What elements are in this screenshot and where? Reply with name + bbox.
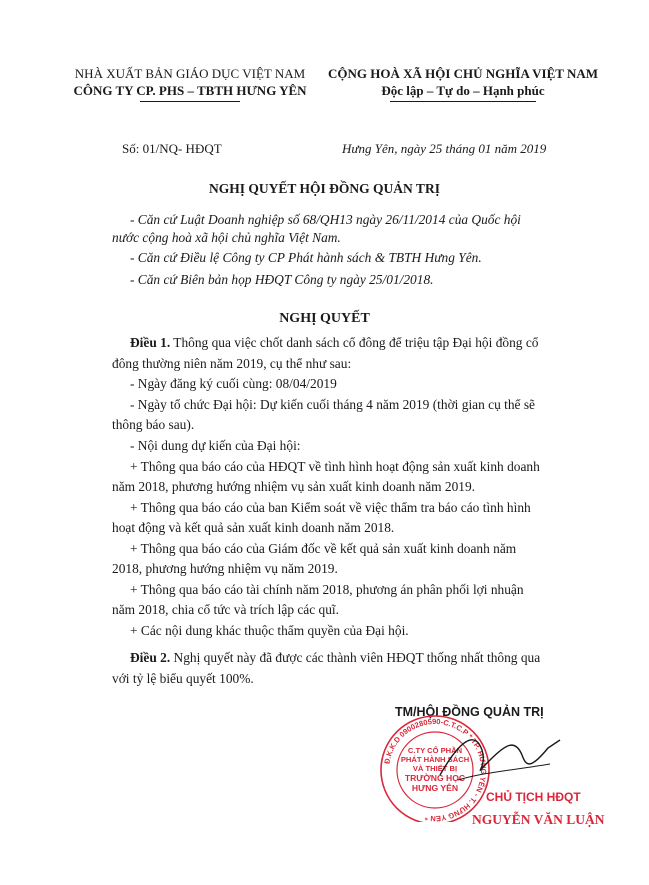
basis-line-3: - Căn cứ Điều lệ Công ty CP Phát hành sách & TBTH Hưng Yên.: [130, 250, 482, 265]
article-1-line-2: đông thường niên năm 2019, cụ thể như sau:: [112, 356, 352, 371]
article-1-line-13: + Thông qua báo cáo tài chính năm 2018, phương án phân phối lợi nhuận: [130, 582, 524, 597]
article-1-line-5: thông báo sau).: [112, 417, 195, 432]
doc-number: Số: 01/NQ- HĐQT: [122, 141, 222, 156]
article-2-text: Nghị quyết này đã được các thành viên HĐQT thống nhất thông qua: [170, 650, 541, 665]
place-date: Hưng Yên, ngày 25 tháng 01 năm 2019: [342, 141, 547, 156]
company-name: CÔNG TY CP. PHS – TBTH HƯNG YÊN: [73, 83, 307, 98]
article-1-line-14: năm 2018, chia cổ tức và trích lập các quĩ.: [112, 602, 339, 617]
article-1-line-7: + Thông qua báo cáo của HĐQT về tình hình hoạt động sản xuất kinh doanh: [130, 459, 540, 474]
article-2-line-2: với tỷ lệ biểu quyết 100%.: [112, 671, 254, 686]
signature-on-behalf: TM/HỘI ĐỒNG QUẢN TRỊ: [395, 705, 544, 719]
header-right-rule: [390, 101, 536, 102]
article-1-line-6: - Nội dung dự kiến của Đại hội:: [130, 438, 301, 453]
resolution-heading: NGHỊ QUYẾT: [279, 311, 370, 326]
seal-center-line-2: PHÁT HÀNH SÁCH: [400, 755, 470, 764]
nation-title: CỘNG HOÀ XÃ HỘI CHỦ NGHĨA VIỆT NAM: [327, 66, 599, 81]
article-1-line-10: hoạt động và kết quả sản xuất kinh doanh năm 2018.: [112, 520, 395, 535]
signature-role: CHỦ TỊCH HĐQT: [486, 790, 581, 804]
nation-motto: Độc lập – Tự do – Hạnh phúc: [381, 83, 545, 98]
basis-line-4: - Căn cứ Biên bản họp HĐQT Công ty ngày 25/01/2018.: [130, 272, 434, 287]
seal-center-line-5: HƯNG YÊN: [411, 783, 459, 793]
article-1-line-9: + Thông qua báo cáo của ban Kiểm soát về việc thẩm tra báo cáo tình hình: [130, 500, 531, 515]
article-1-line-1: [130, 334, 538, 351]
article-2-line-1: [130, 649, 540, 666]
basis-line-1: - Căn cứ Luật Doanh nghiệp số 68/QH13 ngày 26/11/2014 của Quốc hội: [130, 212, 521, 227]
seal-center-line-3: VÀ THIẾT BỊ: [412, 764, 458, 773]
header-left-rule: [140, 101, 240, 102]
article-1-line-3: - Ngày đăng ký cuối cùng: 08/04/2019: [130, 376, 337, 391]
article-1-line-11: + Thông qua báo cáo của Giám đốc về kết quả sản xuất kinh doanh năm: [130, 541, 517, 556]
article-1-line-15: + Các nội dung khác thuộc thẩm quyền của Đại hội.: [130, 623, 409, 638]
article-1-text: Thông qua việc chốt danh sách cổ đông để triệu tập Đại hội đồng cổ: [170, 335, 539, 350]
article-1-line-12: 2018, phương hướng nhiệm vụ năm 2019.: [112, 561, 338, 576]
article-1-line-4: - Ngày tổ chức Đại hội: Dự kiến cuối tháng 4 năm 2019 (thời gian cụ thể sẽ: [130, 397, 535, 412]
publisher-name: NHÀ XUẤT BẢN GIÁO DỤC VIỆT NAM: [74, 66, 306, 81]
article-1-line-8: năm 2018, phương hướng nhiệm vụ sản xuất kinh doanh năm 2019.: [112, 479, 476, 494]
handwritten-signature: [430, 720, 570, 790]
article-1-label: Điều 1.: [130, 335, 171, 350]
article-2-label: Điều 2.: [130, 650, 171, 665]
seal-center-line-4: TRƯỜNG HỌC: [404, 773, 466, 783]
doc-title: NGHỊ QUYẾT HỘI ĐỒNG QUẢN TRỊ: [209, 181, 440, 196]
seal-center-line-1: C.TY CỔ PHẦN: [407, 746, 463, 755]
seal-ring-text: Đ.K.K.D 0900280590-C.T.C.P * TP. HƯNG YÊN - T. HƯNG YÊN *: [382, 716, 489, 822]
basis-line-2: nước cộng hoà xã hội chủ nghĩa Việt Nam.: [112, 230, 341, 245]
signer-name: NGUYỄN VĂN LUẬN: [472, 812, 605, 827]
